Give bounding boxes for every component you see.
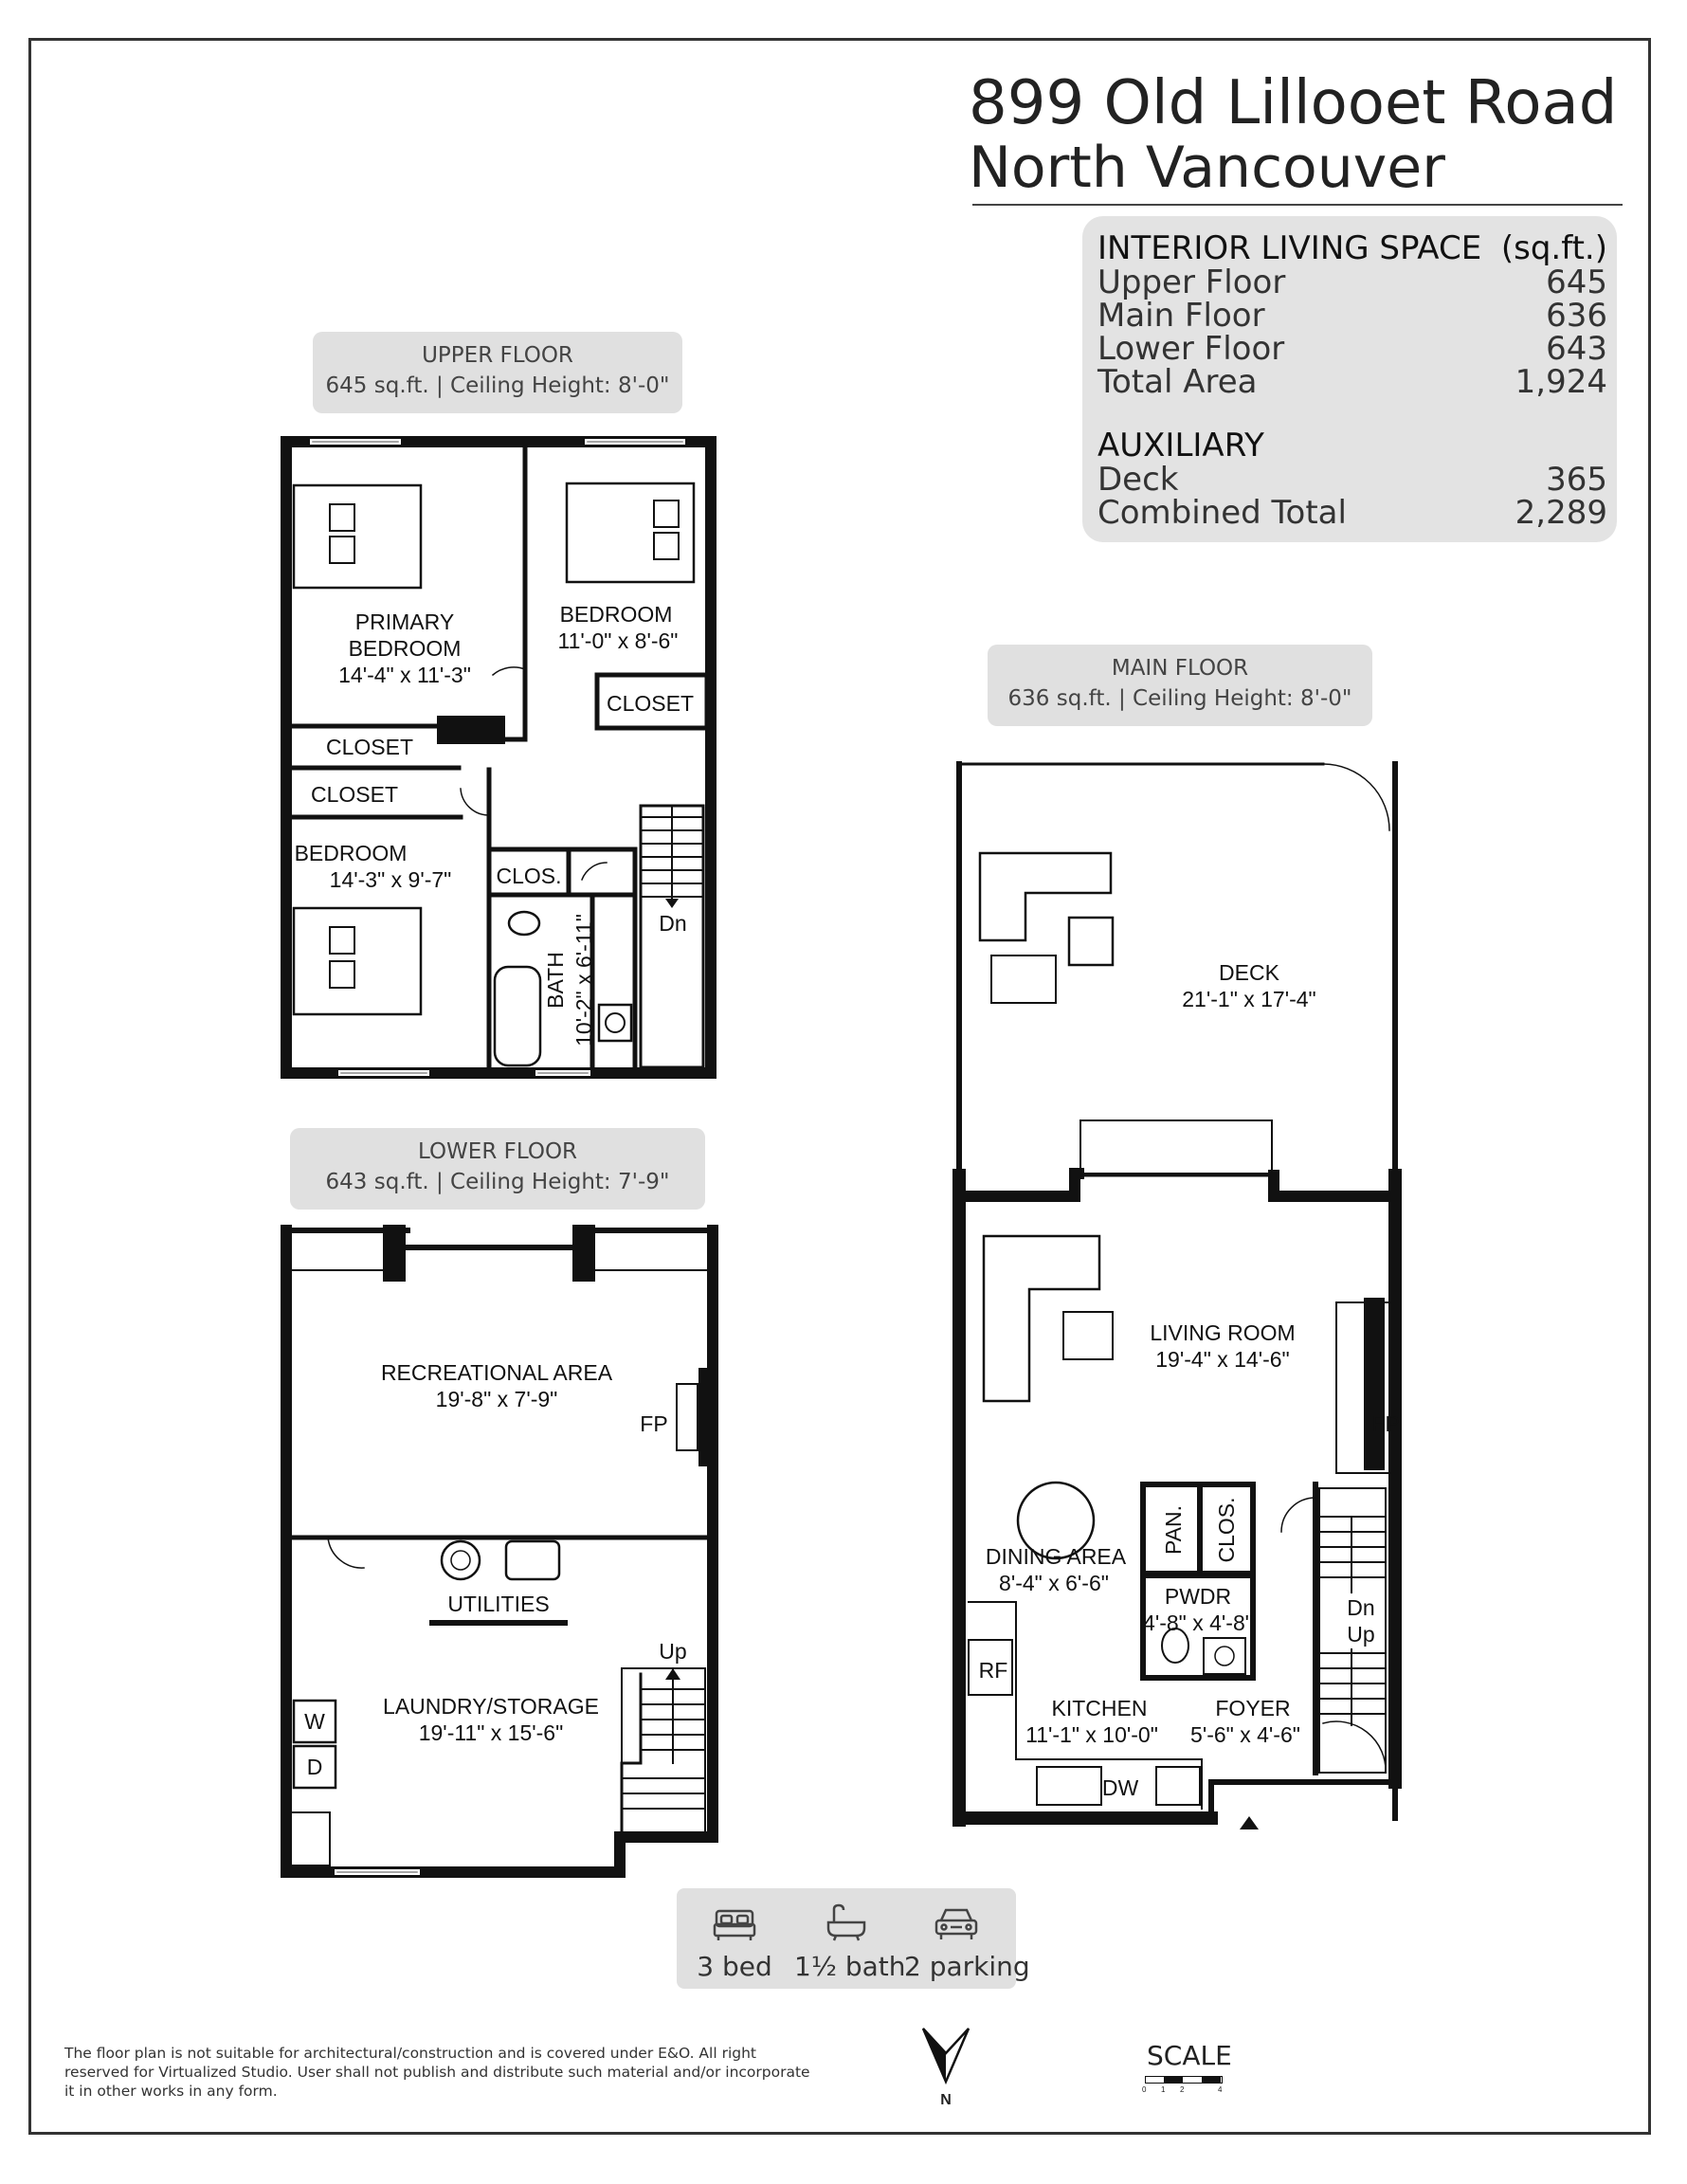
main-floor-detail: 636 sq.ft. | Ceiling Height: 8'-0" — [1007, 686, 1352, 711]
room-label: KITCHEN — [1051, 1696, 1148, 1720]
scale-tick: 1 — [1161, 2085, 1166, 2094]
auxiliary-label: AUXILIARY — [1097, 427, 1264, 464]
unit-label: (sq.ft.) — [1500, 229, 1607, 267]
room-dims: 19'-4" x 14'-6" — [1155, 1347, 1290, 1372]
room-dims: 14'-3" x 9'-7" — [329, 867, 452, 892]
summary-row-label: Total Area — [1097, 363, 1258, 401]
city-title: North Vancouver — [969, 135, 1445, 201]
north-arrow — [917, 2025, 974, 2110]
room-label: UTILITIES — [447, 1592, 550, 1616]
room-label: CLOSET — [606, 691, 695, 716]
room-label: CLOSET — [325, 735, 414, 759]
room-label: CLOS. — [1214, 1497, 1239, 1563]
scale-tick: 4 — [1218, 2085, 1223, 2094]
room-dims: 19'-8" x 7'-9" — [435, 1387, 558, 1411]
parking-count: 2 parking — [904, 1951, 1030, 1982]
appliance-label: D — [306, 1755, 323, 1779]
address-title: 899 Old Lillooet Road — [969, 68, 1618, 138]
scale-label: SCALE — [1147, 2040, 1232, 2071]
property-stats — [677, 1888, 1030, 1989]
lower-floor-name: LOWER FLOOR — [417, 1139, 578, 1164]
room-dims: 11'-1" x 10'-0" — [1025, 1722, 1158, 1747]
beds-count: 3 bed — [697, 1951, 772, 1982]
stat-baths — [794, 1888, 906, 1982]
stair-label: Up — [659, 1639, 687, 1664]
room-dims: 8'-4" x 6'-6" — [999, 1571, 1109, 1595]
room-label: BEDROOM — [294, 841, 408, 865]
room-label: LAUNDRY/STORAGE — [383, 1694, 599, 1719]
room-dims: 19'-11" x 15'-6" — [418, 1720, 564, 1745]
stair-label: Dn — [1347, 1595, 1375, 1620]
summary-row-value: 1,924 — [1515, 363, 1607, 401]
north-label: N — [940, 2092, 952, 2108]
room-dims: 11'-0" x 8'-6" — [557, 628, 679, 653]
fireplace-label: FP — [1371, 1411, 1400, 1436]
room-label: DECK — [1219, 960, 1279, 985]
summary-row-value: 645 — [1546, 264, 1607, 301]
main-floor-plan — [959, 764, 1395, 1820]
scale-tick: 2 — [1180, 2085, 1185, 2094]
scale-bar-fill — [1202, 2076, 1221, 2084]
lower-floor-plan — [286, 1230, 713, 1872]
room-label: FOYER — [1215, 1696, 1291, 1720]
room-label: BEDROOM — [348, 636, 462, 661]
main-floor-name: MAIN FLOOR — [1111, 656, 1249, 681]
summary-row-label: Upper Floor — [1097, 264, 1286, 301]
appliance-label: RF — [978, 1658, 1008, 1683]
stair-label: Up — [1347, 1622, 1375, 1647]
scale-bar-fill — [1164, 2076, 1183, 2084]
summary-row-label: Main Floor — [1097, 297, 1265, 335]
room-dims: 5'-6" x 4'-6" — [1190, 1722, 1300, 1747]
upper-floor-detail: 645 sq.ft. | Ceiling Height: 8'-0" — [325, 373, 670, 398]
stat-beds — [682, 1888, 787, 1982]
aux-row-value: 365 — [1546, 461, 1607, 499]
room-label: PWDR — [1164, 1584, 1232, 1609]
appliance-label: W — [304, 1709, 325, 1734]
summary-row-value: 636 — [1546, 297, 1607, 335]
aux-row-label: Deck — [1097, 461, 1179, 499]
bed-icon — [713, 1907, 756, 1941]
lower-floor-detail: 643 sq.ft. | Ceiling Height: 7'-9" — [325, 1170, 670, 1194]
scale-tick: 0 — [1142, 2085, 1147, 2094]
room-dims: 21'-1" x 17'-4" — [1182, 987, 1316, 1011]
aux-row-value: 2,289 — [1515, 494, 1607, 532]
stair-up-arrow-icon — [665, 1668, 680, 1680]
fireplace-label: FP — [640, 1411, 668, 1436]
stair-label: Dn — [659, 911, 687, 936]
room-label: CLOS. — [496, 864, 562, 888]
appliance-label: DW — [1101, 1775, 1139, 1800]
summary-row-value: 643 — [1546, 330, 1607, 368]
baths-count: 1½ bath — [794, 1951, 906, 1982]
stat-parking — [904, 1888, 1030, 1982]
aux-row-label: Combined Total — [1097, 494, 1347, 532]
room-dims: 10'-2" x 6'-11" — [571, 914, 596, 1046]
disclaimer-text: The floor plan is not suitable for architectural/construction and is covered under E&O. All right reserved for Virtualized Studio. User shall not publish and distribute such material and/or incorporate it in other works in any form. — [64, 2045, 810, 2100]
car-icon — [934, 1905, 979, 1941]
room-label: LIVING ROOM — [1150, 1320, 1296, 1345]
compass-icon — [917, 2025, 974, 2091]
room-label: CLOSET — [310, 782, 399, 807]
entry-arrow-icon — [1240, 1816, 1259, 1829]
room-label: RECREATIONAL AREA — [380, 1360, 613, 1385]
room-label: PRIMARY — [354, 610, 455, 634]
room-label: BATH — [543, 952, 568, 1009]
summary-row-label: Lower Floor — [1097, 330, 1285, 368]
interior-label: INTERIOR LIVING SPACE — [1097, 229, 1482, 267]
room-label: BEDROOM — [559, 602, 673, 627]
upper-floor-name: UPPER FLOOR — [422, 343, 573, 368]
scale-bar — [1142, 2076, 1240, 2104]
stair-down-arrow-icon — [665, 899, 679, 908]
bathtub-icon — [825, 1903, 868, 1941]
room-dims: 14'-4" x 11'-3" — [338, 663, 471, 687]
room-label: PAN. — [1161, 1505, 1186, 1555]
room-dims: 4'-8" x 4'-8" — [1143, 1611, 1253, 1635]
room-label: DINING AREA — [985, 1544, 1127, 1569]
